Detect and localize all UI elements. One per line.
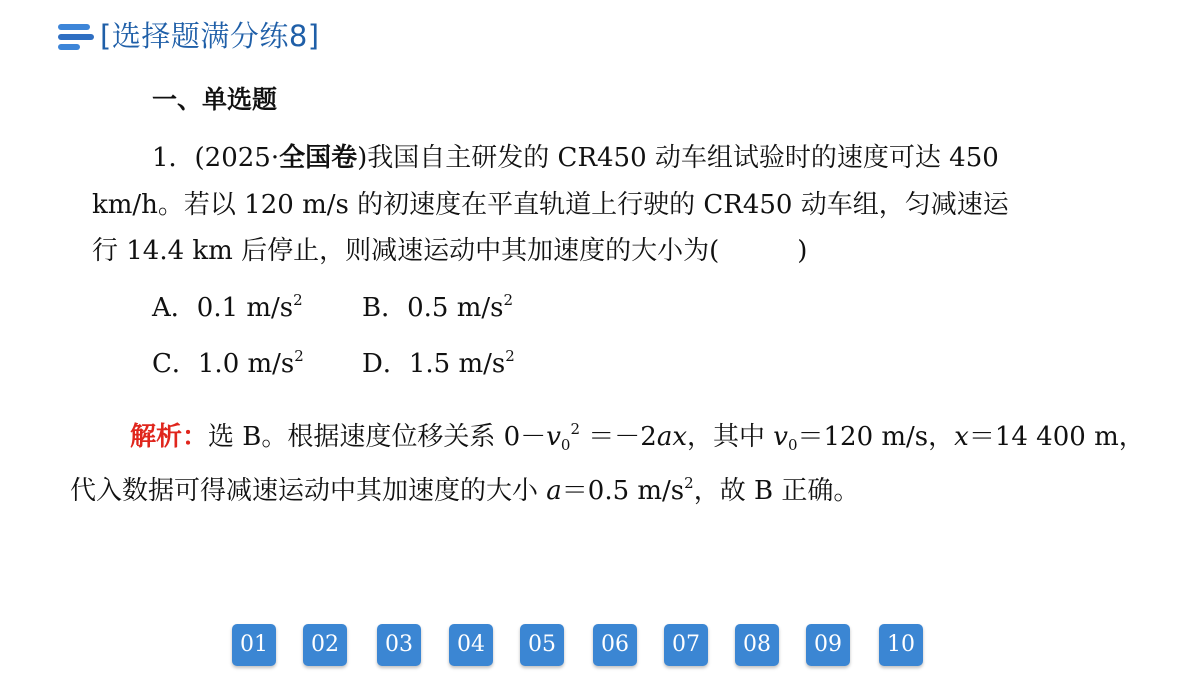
question-text-3: 行 14.4 km 后停止，则减速运动中其加速度的大小为( [92,236,720,266]
nav-button-08[interactable]: 08 [735,624,779,666]
section-heading: 一、单选题 [152,85,278,114]
question-line-3 [92,230,807,267]
nav-button-05[interactable]: 05 [520,624,564,666]
nav-button-01[interactable]: 01 [232,624,276,666]
question-line-2: km/h。若以 120 m/s 的初速度在平直轨道上行驶的 CR450 动车组，匀减速运 [92,190,1009,220]
nav-button-03[interactable]: 03 [377,624,421,666]
page-title: [选择题满分练8] [100,19,320,53]
question-line-1 [152,137,999,174]
question-close-paren: ) [797,236,808,266]
nav-button-09[interactable]: 09 [806,624,850,666]
nav-button-04[interactable]: 04 [449,624,493,666]
question-number: 1．(2025· [152,143,280,173]
option-b: B．0.5 $m/s^2$ [362,291,514,323]
nav-button-06[interactable]: 06 [593,624,637,666]
nav-button-02[interactable]: 02 [303,624,347,666]
option-d: D．1.5 $m/s^2$ [362,347,515,379]
solution-line-1: 解析：选 B。根据速度位移关系 $0-v_0^2 =-2ax$，其中 $v_0=120$ m/s，x＝14 400 m， [130,420,1145,454]
solution-label: 解析： [130,422,209,452]
question-text-1: )我国自主研发的 CR450 动车组试验时的速度可达 450 [357,143,999,173]
list-menu-icon [58,20,96,54]
option-c: C．1.0 $m/s^2$ [152,347,304,379]
question-source: 全国卷 [279,143,358,173]
nav-button-10[interactable]: 10 [879,624,923,666]
solution-line-2: 代入数据可得减速运动中其加速度的大小 a＝0.5 $m/s^2$，故 B 正确。 [70,474,860,506]
option-a: A．0.1 $m/s^2$ [152,291,303,323]
nav-button-07[interactable]: 07 [664,624,708,666]
